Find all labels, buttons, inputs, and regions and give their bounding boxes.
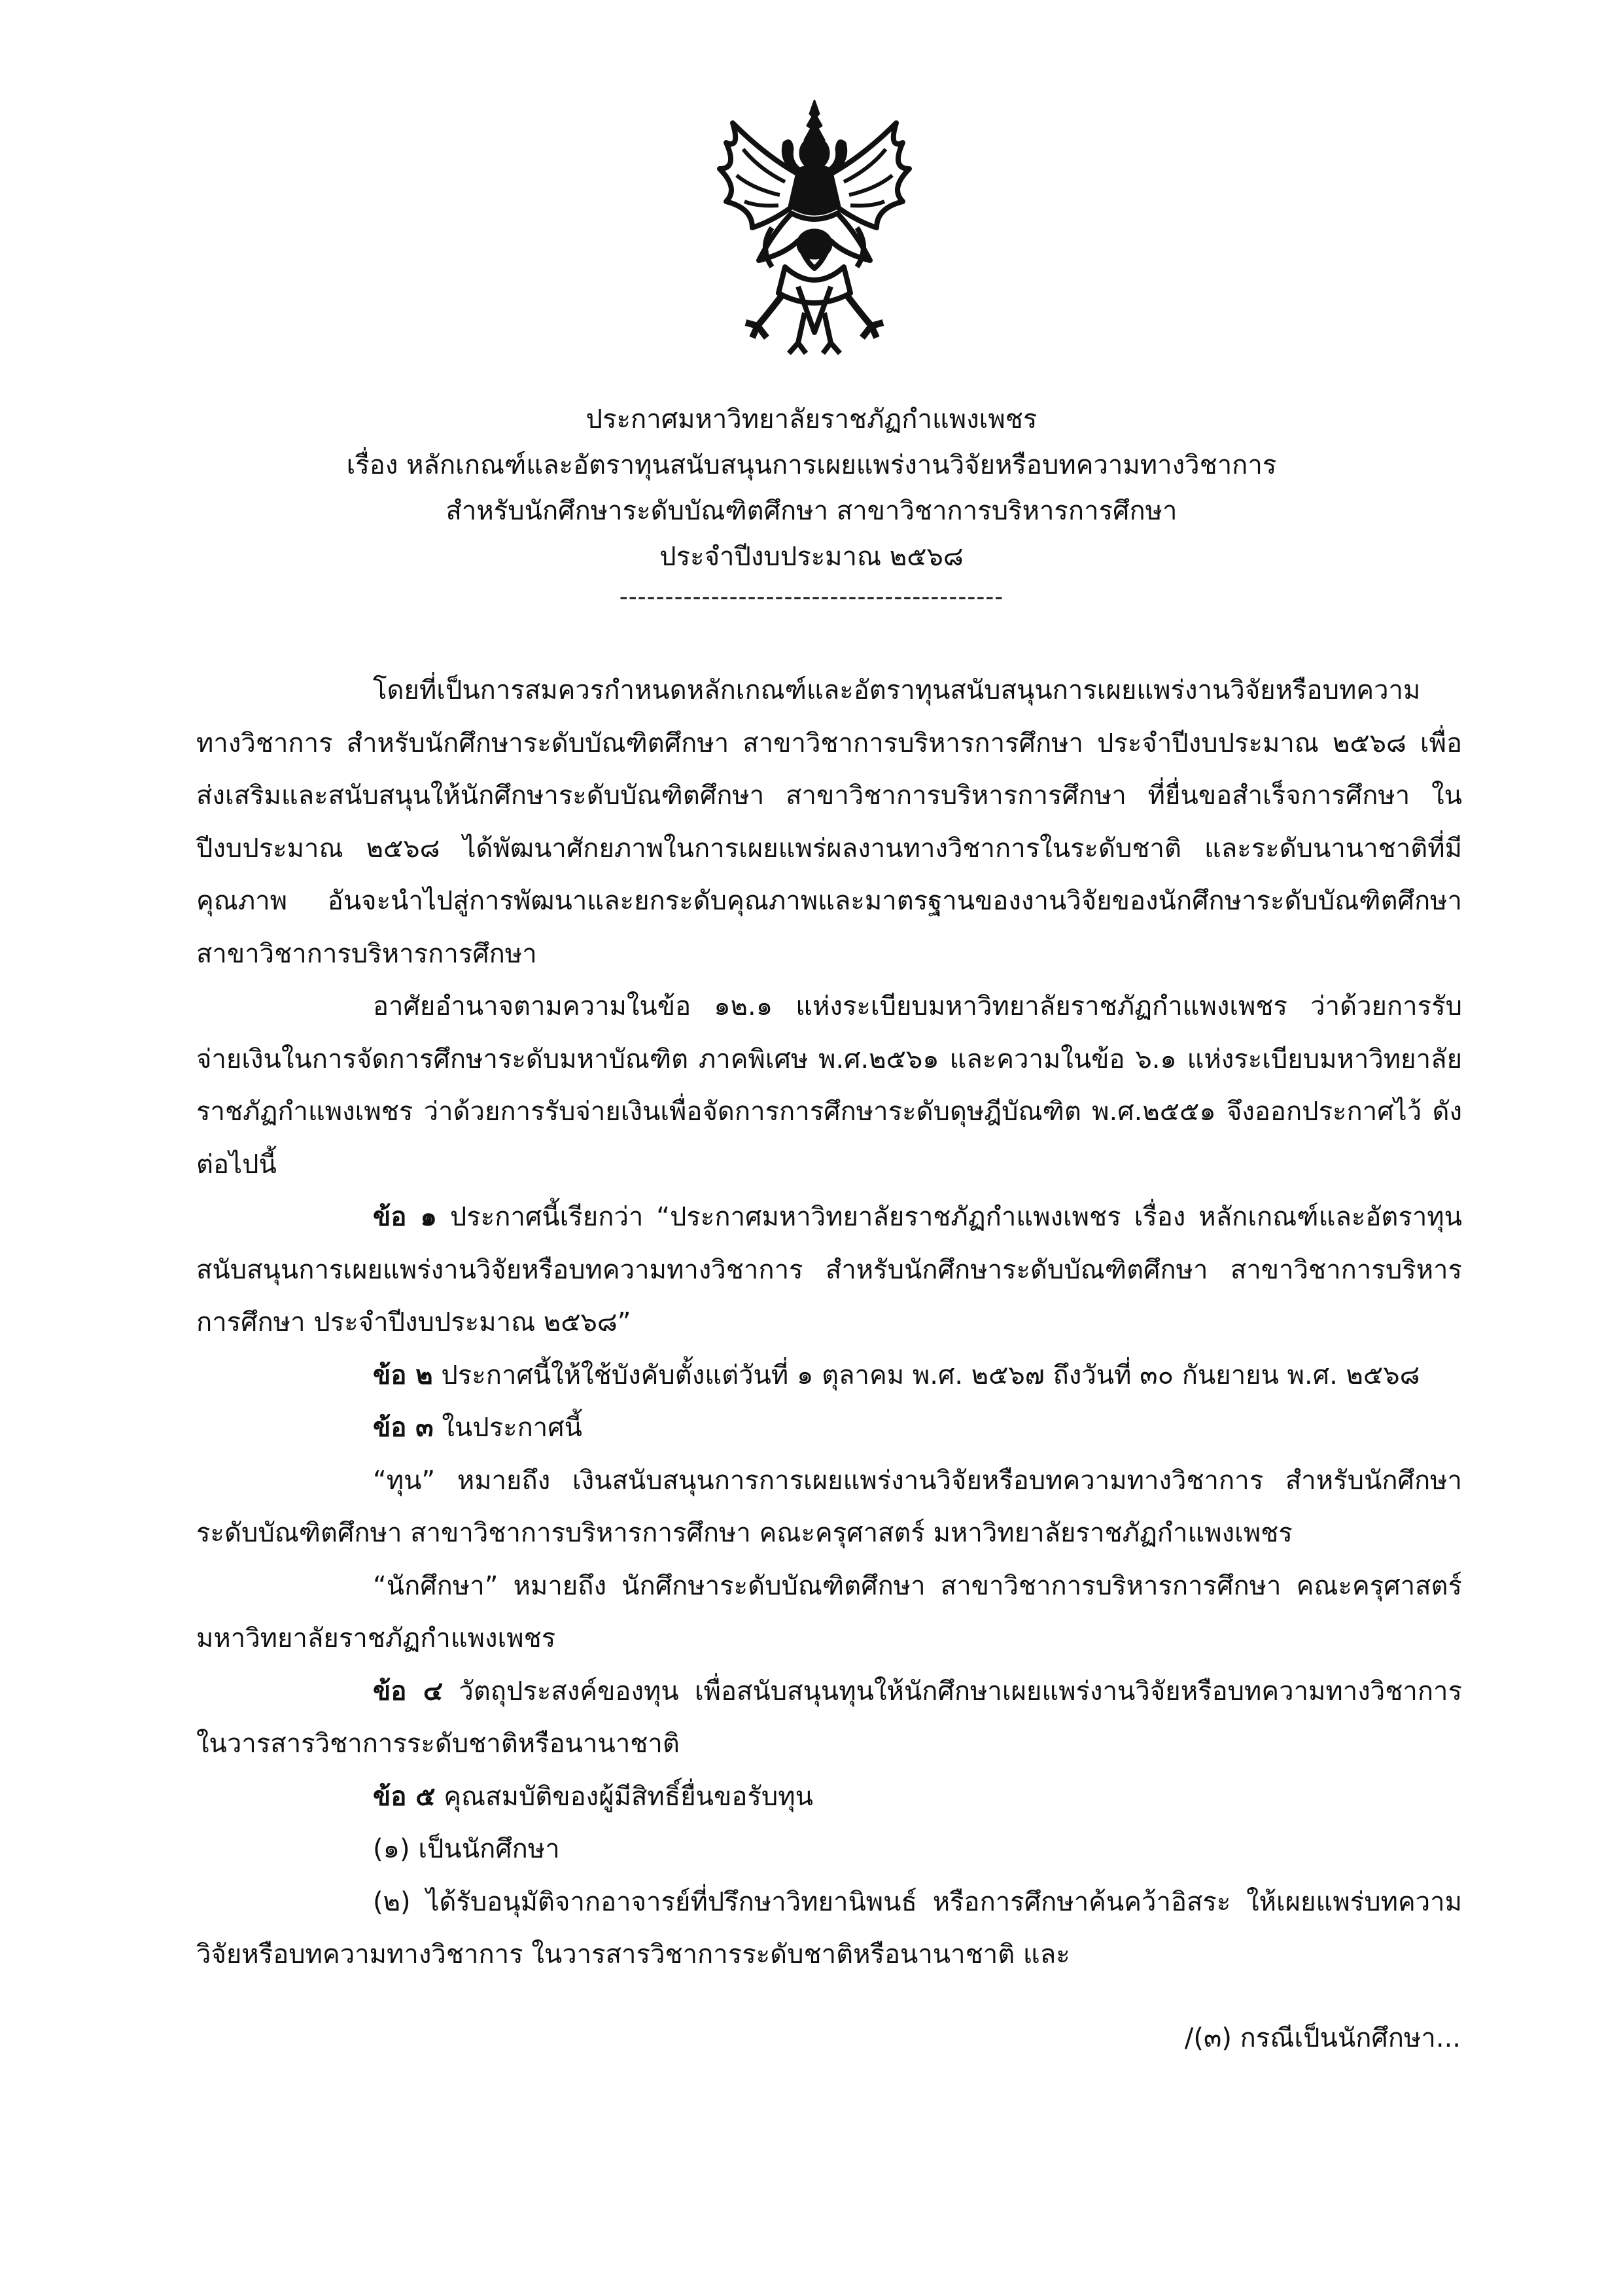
clause-3-label: ข้อ ๓	[373, 1413, 434, 1443]
page-continuation-note: /(๓) กรณีเป็นนักศึกษา...	[1184, 2023, 1461, 2053]
clause-2-label: ข้อ ๒	[373, 1360, 433, 1390]
clause-5-label: ข้อ ๕	[373, 1781, 436, 1812]
qualification-item-1: (๑) เป็นนักศึกษา	[373, 1834, 560, 1864]
announcement-header	[0, 397, 1623, 614]
header-divider: ------------------------------------------	[619, 584, 1004, 610]
clause-4	[196, 1665, 1462, 1771]
announcement-fiscal-year: ประจำปีงบประมาณ ๒๕๖๘	[659, 542, 964, 572]
clause-3	[196, 1402, 1462, 1455]
clause-1	[196, 1191, 1462, 1349]
garuda-emblem-icon	[707, 97, 922, 359]
qualification-item-2: (๒) ได้รับอนุมัติจากอาจารย์ที่ปรึกษาวิทยานิพนธ์ หรือการศึกษาค้นคว้าอิสระ ให้เผยแพร่บทความวิจัยหรือบทความทางวิชาการ ในวารสารวิชาการระดับชาติหรือนานาชาติ และ	[196, 1886, 1462, 1969]
announcement-body	[196, 664, 1462, 1981]
announcement-subject: เรื่อง หลักเกณฑ์และอัตราทุนสนับสนุนการเผยแพร่งานวิจัยหรือบทความทางวิชาการ	[346, 450, 1277, 480]
clause-1-text: ประกาศนี้เรียกว่า “ประกาศมหาวิทยาลัยราชภัฏกำแพงเพชร เรื่อง หลักเกณฑ์และอัตราทุนสนับสนุนการเผยแพร่งานวิจัยหรือบทความทางวิชาการ สำหรับนักศึกษาระดับบัณฑิตศึกษา สาขาวิชาการบริหารการศึกษา ประจำปีงบประมาณ ๒๕๖๘”	[196, 1202, 1463, 1337]
clause-3-text: ในประกาศนี้	[433, 1413, 583, 1443]
definition-student: “นักศึกษา” หมายถึง นักศึกษาระดับบัณฑิตศึกษา สาขาวิชาการบริหารการศึกษา คณะครุศาสตร์ มหาวิทยาลัยราชภัฏกำแพงเพชร	[196, 1570, 1462, 1653]
definition-fund: “ทุน” หมายถึง เงินสนับสนุนการการเผยแพร่งานวิจัยหรือบทความทางวิชาการ สำหรับนักศึกษาระดับบัณฑิตศึกษา สาขาวิชาการบริหารการศึกษา คณะครุศาสตร์ มหาวิทยาลัยราชภัฏกำแพงเพชร	[196, 1465, 1462, 1548]
announcement-title: ประกาศมหาวิทยาลัยราชภัฏกำแพงเพชร	[585, 404, 1038, 434]
clause-4-label: ข้อ ๔	[373, 1676, 444, 1706]
clause-5	[196, 1771, 1462, 1824]
clause-1-label: ข้อ ๑	[373, 1202, 437, 1232]
clause-2-text: ประกาศนี้ให้ใช้บังคับตั้งแต่วันที่ ๑ ตุลาคม พ.ศ. ๒๕๖๗ ถึงวันที่ ๓๐ กันยายน พ.ศ. ๒๕๖๘	[432, 1360, 1420, 1390]
clause-5-text: คุณสมบัติของผู้มีสิทธิ์ยื่นขอรับทุน	[435, 1781, 813, 1812]
clause-4-text: วัตถุประสงค์ของทุน เพื่อสนับสนุนทุนให้นักศึกษาเผยแพร่งานวิจัยหรือบทความทางวิชาการ ในวารสารวิชาการระดับชาติหรือนานาชาติ	[196, 1676, 1462, 1759]
announcement-audience: สำหรับนักศึกษาระดับบัณฑิตศึกษา สาขาวิชาการบริหารการศึกษา	[445, 496, 1178, 526]
preamble-paragraph: โดยที่เป็นการสมควรกำหนดหลักเกณฑ์และอัตราทุนสนับสนุนการเผยแพร่งานวิจัยหรือบทความทางวิชาการ สำหรับนักศึกษาระดับบัณฑิตศึกษา สาขาวิชาการบริหารการศึกษา ประจำปีงบประมาณ ๒๕๖๘ เพื่อส่งเสริมและสนับสนุนให้นักศึกษาระดับบัณฑิตศึกษา สาขาวิชาการบริหารการศึกษา ที่ยื่นขอสำเร็จการศึกษา ในปีงบประมาณ ๒๕๖๘ ได้พัฒนาศักยภาพในการเผยแพร่ผลงานทางวิชาการในระดับชาติ และระดับนานาชาติที่มีคุณภาพ อันจะนำไปสู่การพัฒนาและยกระดับคุณภาพและมาตรฐานของงานวิจัยของนักศึกษาระดับบัณฑิตศึกษา สาขาวิชาการบริหารการศึกษา	[196, 675, 1462, 969]
clause-2	[196, 1349, 1462, 1402]
authority-paragraph: อาศัยอำนาจตามความในข้อ ๑๒.๑ แห่งระเบียบมหาวิทยาลัยราชภัฏกำแพงเพชร ว่าด้วยการรับจ่ายเงินในการจัดการศึกษาระดับมหาบัณฑิต ภาคพิเศษ พ.ศ.๒๕๖๑ และความในข้อ ๖.๑ แห่งระเบียบมหาวิทยาลัยราชภัฏกำแพงเพชร ว่าด้วยการรับจ่ายเงินเพื่อจัดการการศึกษาระดับดุษฎีบัณฑิต พ.ศ.๒๕๕๑ จึงออกประกาศไว้ ดังต่อไปนี้	[196, 991, 1462, 1180]
